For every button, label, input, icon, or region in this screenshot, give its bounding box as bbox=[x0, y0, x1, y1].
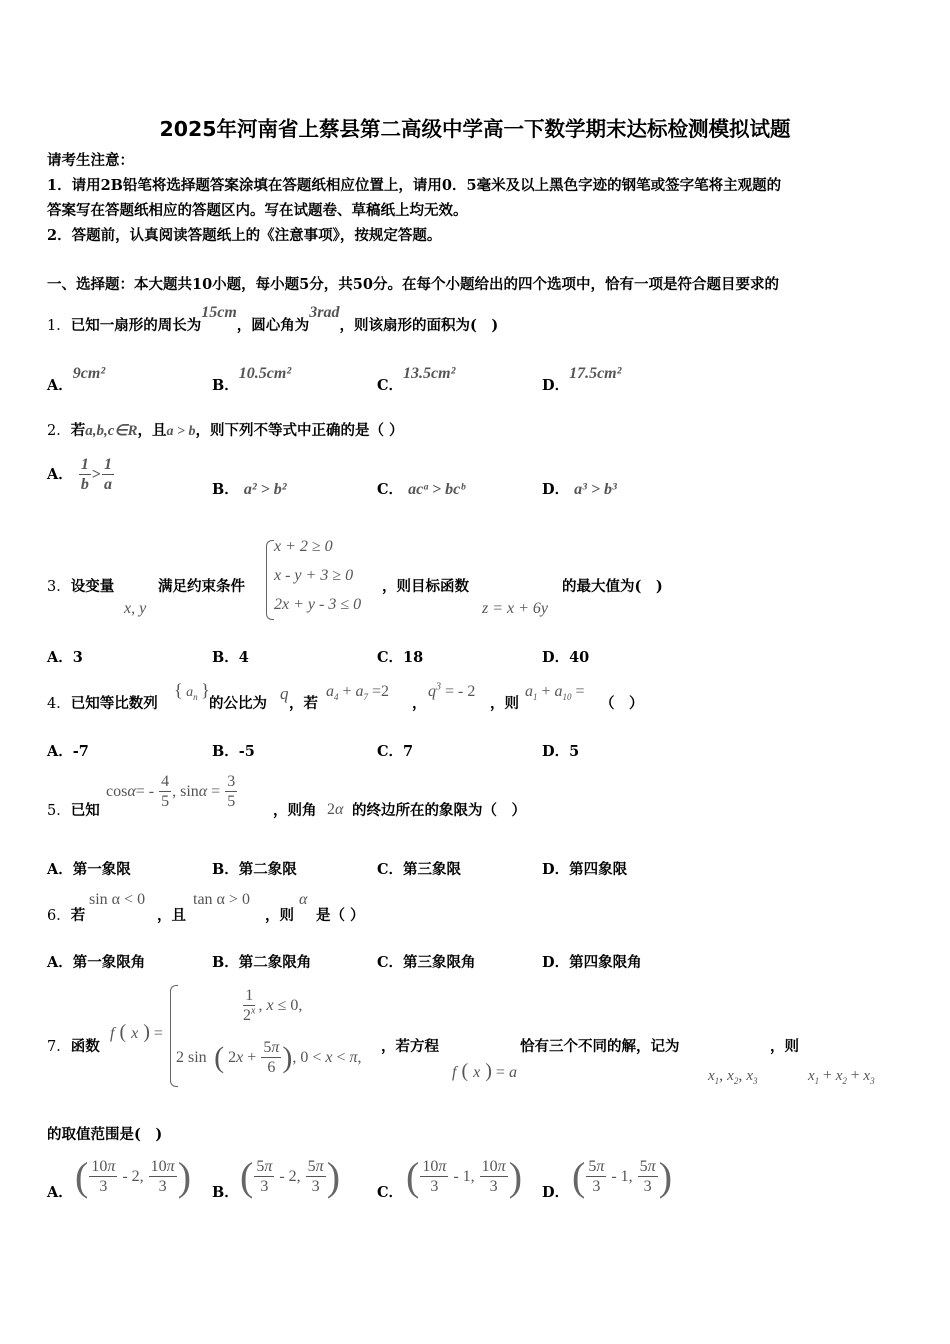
q7-option-a[interactable]: A． bbox=[47, 1184, 73, 1201]
q7-option-d[interactable]: D． bbox=[542, 1184, 570, 1201]
q7-option-d-math: ( $\frac{5\pi}{3}$ - 1, $\frac{5\pi}{3}$ ) bbox=[572, 1154, 673, 1199]
q7-sum: $x_1 + x_2 + x_3$ bbox=[808, 1067, 875, 1086]
q3-option-b[interactable]: B．4 bbox=[212, 649, 249, 666]
q7-text-range: 的取值范围是( ) bbox=[47, 1126, 163, 1143]
q3-text-constraint: 满足约束条件 bbox=[158, 578, 245, 595]
question-4: 4．已知等比数列 bbox=[47, 695, 158, 712]
notice-item-1-cont: 答案写在答题纸相应的答题区内。写在试题卷、草稿纸上均无效。 bbox=[47, 202, 468, 219]
q2-option-b[interactable]: B． a² > b² bbox=[212, 481, 287, 498]
q6-option-a[interactable]: A．第一象限角 bbox=[47, 954, 146, 971]
q7-piece-2: 2 sin ( 2x + $\frac{5\pi}{6}$ ), 0 < x < π, bbox=[176, 1039, 362, 1076]
q7-roots: $x_1$, $x_2$, $x_3$ bbox=[708, 1067, 758, 1086]
section-heading: 一、选择题：本大题共10小题，每小题5分，共50分。在每个小题给出的四个选项中，恰有一项是符合题目要求的 bbox=[47, 276, 779, 293]
question-3: 3．设变量 bbox=[47, 578, 115, 595]
q7-text-then: ，则 bbox=[770, 1038, 799, 1055]
q6-option-c[interactable]: C．第三象限角 bbox=[377, 954, 476, 971]
exam-title: 2025年河南省上蔡县第二高级中学高一下数学期末达标检测模拟试题 bbox=[159, 117, 791, 141]
q5-option-c[interactable]: C．第三象限 bbox=[377, 861, 462, 878]
q6-option-d[interactable]: D．第四象限角 bbox=[542, 954, 642, 971]
q4-option-c[interactable]: C．7 bbox=[377, 743, 414, 760]
q4-sequence: { $a_n$ } bbox=[174, 680, 210, 702]
q3-brace bbox=[266, 540, 274, 620]
notice-item-2: 2．答题前，认真阅读答题纸上的《注意事项》，按规定答题。 bbox=[47, 227, 442, 244]
q4-paren: （ ） bbox=[600, 695, 644, 712]
q5-option-b[interactable]: B．第二象限 bbox=[212, 861, 297, 878]
q7-text-equation: ，若方程 bbox=[381, 1038, 439, 1055]
q4-comma: ， bbox=[412, 695, 427, 712]
q2-option-a[interactable]: A． $\frac{1}{b}$ > $\frac{1}{a}$ bbox=[47, 456, 112, 493]
q6-alpha: α bbox=[299, 891, 308, 908]
q3-option-a[interactable]: A．3 bbox=[47, 649, 83, 666]
q4-option-a[interactable]: A．-7 bbox=[47, 743, 89, 760]
q3-constraint-2: x - y + 3 ≥ 0 bbox=[274, 567, 354, 584]
q6-text-is: 是（ ） bbox=[316, 907, 365, 924]
q7-option-a-math: ( $\frac{10\pi}{3}$ - 2, $\frac{10\pi}{3}$ ) bbox=[75, 1154, 192, 1199]
q3-option-c[interactable]: C．18 bbox=[377, 649, 424, 666]
question-2: 2．若a,b,c∈R，且a > b，则下列不等式中正确的是（ ） bbox=[47, 422, 404, 439]
question-7: 7．函数 bbox=[47, 1038, 100, 1055]
q7-option-b-math: ( $\frac{5\pi}{3}$ - 2, $\frac{5\pi}{3}$ ) bbox=[240, 1154, 341, 1199]
q7-piece-1: $\frac{1}{2^x}$ , x ≤ 0, bbox=[243, 987, 303, 1024]
q7-option-c-math: ( $\frac{10\pi}{3}$ - 1, $\frac{10\pi}{3}$ ) bbox=[406, 1154, 523, 1199]
notice-item-1: 1．请用2B铅笔将选择题答案涂填在答题纸相应位置上，请用0．5毫米及以上黑色字迹的钢笔或签字笔将主观题的 bbox=[47, 177, 782, 194]
q3-option-d[interactable]: D．40 bbox=[542, 649, 590, 666]
q6-text-and: ，且 bbox=[157, 907, 186, 924]
q6-option-b[interactable]: B．第二象限角 bbox=[212, 954, 312, 971]
q4-q: q bbox=[280, 684, 289, 703]
q1-option-c[interactable]: C．13.5cm² bbox=[377, 365, 456, 394]
q2-option-c[interactable]: C． acᵃ > bcᵇ bbox=[377, 481, 465, 498]
q5-text-quadrant: 的终边所在的象限为（ ） bbox=[352, 802, 526, 819]
q4-option-b[interactable]: B．-5 bbox=[212, 743, 255, 760]
q7-option-b[interactable]: B． bbox=[212, 1184, 239, 1201]
q4-cond-2: $q^3$ = - 2 bbox=[428, 681, 476, 700]
q5-option-d[interactable]: D．第四象限 bbox=[542, 861, 628, 878]
question-6: 6．若 bbox=[47, 907, 86, 924]
q6-text-then: ，则 bbox=[265, 907, 294, 924]
q5-condition: cosα= - $\frac{4}{5}$ , sinα = $\frac{3}{5}$ bbox=[106, 773, 236, 810]
q5-text-angle: ，则角 bbox=[273, 802, 317, 819]
q2-option-d[interactable]: D． a³ > b³ bbox=[542, 481, 617, 498]
q7-function-name: f ( x ) = bbox=[110, 1021, 163, 1043]
q5-option-a[interactable]: A．第一象限 bbox=[47, 861, 131, 878]
q4-target: $a_1 + a_{10}$ = bbox=[525, 683, 585, 703]
q7-option-c[interactable]: C． bbox=[377, 1184, 404, 1201]
q5-angle: 2α bbox=[327, 801, 344, 818]
q3-constraint-1: x + 2 ≥ 0 bbox=[274, 538, 333, 555]
q4-cond-1: $a_4 + a_7 =2$ bbox=[326, 683, 390, 703]
q3-objective: z = x + 6y bbox=[482, 600, 549, 617]
question-5: 5．已知 bbox=[47, 802, 100, 819]
q4-text-if: ，若 bbox=[289, 695, 318, 712]
notice-heading: 请考生注意： bbox=[47, 152, 134, 169]
q3-variables: x, y bbox=[124, 600, 147, 617]
q7-text-solutions: 恰有三个不同的解，记为 bbox=[520, 1038, 680, 1055]
q1-option-b[interactable]: B．10.5cm² bbox=[212, 365, 292, 394]
q1-option-d[interactable]: D．17.5cm² bbox=[542, 365, 622, 394]
q4-text-ratio: 的公比为 bbox=[209, 695, 267, 712]
q4-option-d[interactable]: D．5 bbox=[542, 743, 580, 760]
question-1: 1．已知一扇形的周长为15cm，圆心角为3rad，则该扇形的面积为( ) bbox=[47, 304, 499, 334]
q3-text-objective: ，则目标函数 bbox=[382, 578, 469, 595]
q4-text-then: ，则 bbox=[490, 695, 519, 712]
q3-constraint-3: 2x + y - 3 ≤ 0 bbox=[274, 596, 362, 613]
q1-option-a[interactable]: A．9cm² bbox=[47, 365, 106, 394]
q6-cond-1: sin α < 0 bbox=[89, 891, 146, 908]
q6-cond-2: tan α > 0 bbox=[193, 891, 250, 908]
q3-text-max: 的最大值为( ) bbox=[562, 578, 663, 595]
q7-equation: f ( x ) = a bbox=[452, 1060, 517, 1082]
